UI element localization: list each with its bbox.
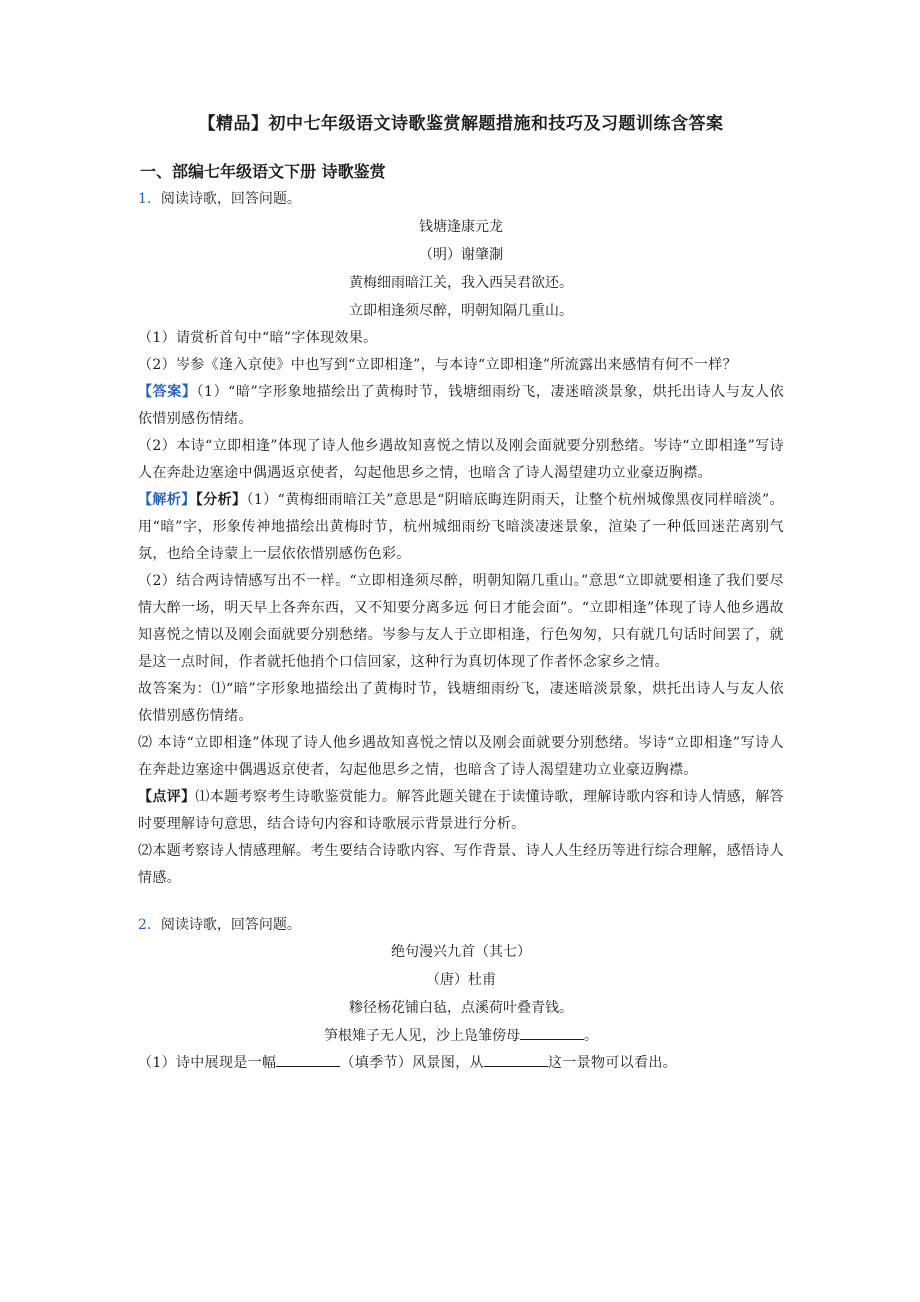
answer-block xyxy=(138,379,784,433)
analysis-text: （1）“黄梅细雨暗江关”意思是“阴暗底晦连阴雨天，让整个杭州城像黑夜同样暗淡”。 用“暗”字，形象传神地描绘出黄梅时节，杭州城细雨纷飞暗淡凄迷景象，渲染了一种低回迷茫离别气氛，也给全诗蒙上一层依依惜别感伤色彩。 xyxy=(138,491,784,562)
sub-question-text: （1）诗中展现是一幅 xyxy=(138,1055,277,1071)
question-number: 1． xyxy=(138,191,161,207)
fill-in-blank[interactable] xyxy=(520,1025,584,1040)
poem-author: （唐）杜甫 xyxy=(426,972,496,988)
section-heading: 一、部编七年级语文下册 诗歌鉴赏 xyxy=(140,162,386,181)
analysis-text-2: （2）结合两诗情感写出不一样。“立即相逢须尽醉，明朝知隔几重山。”意思“立即就要相逢了我们要尽情大醉一场，明天早上各奔东西，又不知要分离多远 何日才能会面”。“立即相逢”体现了诗人他乡遇故知喜悦之情以及刚会面就要分别愁绪。岑参与友人于立即相逢，行色匆匆，只有就几句话时间罢了，就是这一点时间，作者就托他捎个口信回家，这种行为真切体现了作者怀念家乡之情。 xyxy=(138,572,784,670)
analysis-block xyxy=(138,487,784,568)
poem-line: 糁径杨花铺白毡，点溪荷叶叠青钱。 xyxy=(349,1000,573,1016)
question-1-prompt xyxy=(138,186,784,213)
poem-line-prefix: 笋根雉子无人见，沙上凫雏傍母 xyxy=(324,1028,520,1044)
poem-line: 黄梅细雨暗江关，我入西吴君欲还。 xyxy=(349,274,573,291)
comment-block xyxy=(138,784,784,838)
question-prompt-text: 阅读诗歌，回答问题。 xyxy=(160,191,301,207)
fill-in-blank[interactable] xyxy=(276,1052,340,1067)
question-prompt-text: 阅读诗歌，回答问题。 xyxy=(160,916,301,933)
document-page xyxy=(138,110,784,1077)
answer-text: （1）“暗”字形象地描绘出了黄梅时节，钱塘细雨纷飞，凄迷暗淡景象，烘托出诗人与友人依依惜别感伤情绪。 xyxy=(138,383,784,427)
answer-tag: 【答案】 xyxy=(138,383,197,400)
poem-line-with-blank xyxy=(138,1022,784,1050)
comment-text-2: ⑵本题考察诗人情感理解。考生要结合诗歌内容、写作背景、诗人人生经历等进行综合理解，感悟诗人情感。 xyxy=(138,842,784,886)
final-answer-1: 故答案为：⑴“暗”字形象地描绘出了黄梅时节，钱塘细雨纷飞，凄迷暗淡景象，烘托出诗人与友人依依惜别感伤情绪。 xyxy=(138,680,784,724)
poem-title: 绝句漫兴九首（其七） xyxy=(391,944,531,960)
question-2-prompt xyxy=(138,912,784,939)
answer-text-2: （2）本诗“立即相逢”体现了诗人他乡遇故知喜悦之情以及刚会面就要分别愁绪。岑诗“立即相逢”写诗人在奔赴边塞途中偶遇返京使者，勾起他思乡之情，也暗含了诗人渴望建功立业豪迈胸襟。 xyxy=(138,437,784,481)
sub-question-2: （2）岑参《逢入京使》中也写到“立即相逢”，与本诗“立即相逢”所流露出来感情有何不一样？ xyxy=(138,356,737,373)
analysis-tag: 【解析】 xyxy=(138,491,196,508)
sub-question-text: （填季节）风景图，从 xyxy=(340,1055,484,1071)
poem-author: （明）谢肇淛 xyxy=(419,246,503,263)
sub-question-text: 这一景物可以看出。 xyxy=(547,1055,678,1071)
poem-line: 立即相逢须尽醉，明朝知隔几重山。 xyxy=(349,302,573,319)
poem-title: 钱塘逢康元龙 xyxy=(419,218,503,235)
final-answer-2: ⑵ 本诗“立即相逢”体现了诗人他乡遇故知喜悦之情以及刚会面就要分别愁绪。岑诗“立即相逢”写诗人在奔赴边塞途中偶遇返京使者，勾起他思乡之情，也暗含了诗人渴望建功立业豪迈胸襟。 xyxy=(138,734,784,778)
comment-tag: 【点评】 xyxy=(138,788,196,805)
sub-question-1: （1）请赏析首句中“暗”字体现效果。 xyxy=(138,329,378,346)
sub-question-1 xyxy=(138,1050,784,1077)
question-number: 2． xyxy=(138,916,161,933)
page-title: 【精品】初中七年级语文诗歌鉴赏解题措施和技巧及习题训练含答案 xyxy=(198,114,724,134)
poem-line-suffix: 。 xyxy=(584,1028,598,1044)
spacer xyxy=(138,892,784,912)
fill-in-blank[interactable] xyxy=(484,1052,548,1067)
comment-text: ⑴本题考察考生诗歌鉴赏能力。解答此题关键在于读懂诗歌，理解诗歌内容和诗人情感，解答时要理解诗句意思，结合诗句内容和诗歌展示背景进行分析。 xyxy=(138,788,784,832)
analysis-sub-tag: 【分析】 xyxy=(195,491,247,508)
